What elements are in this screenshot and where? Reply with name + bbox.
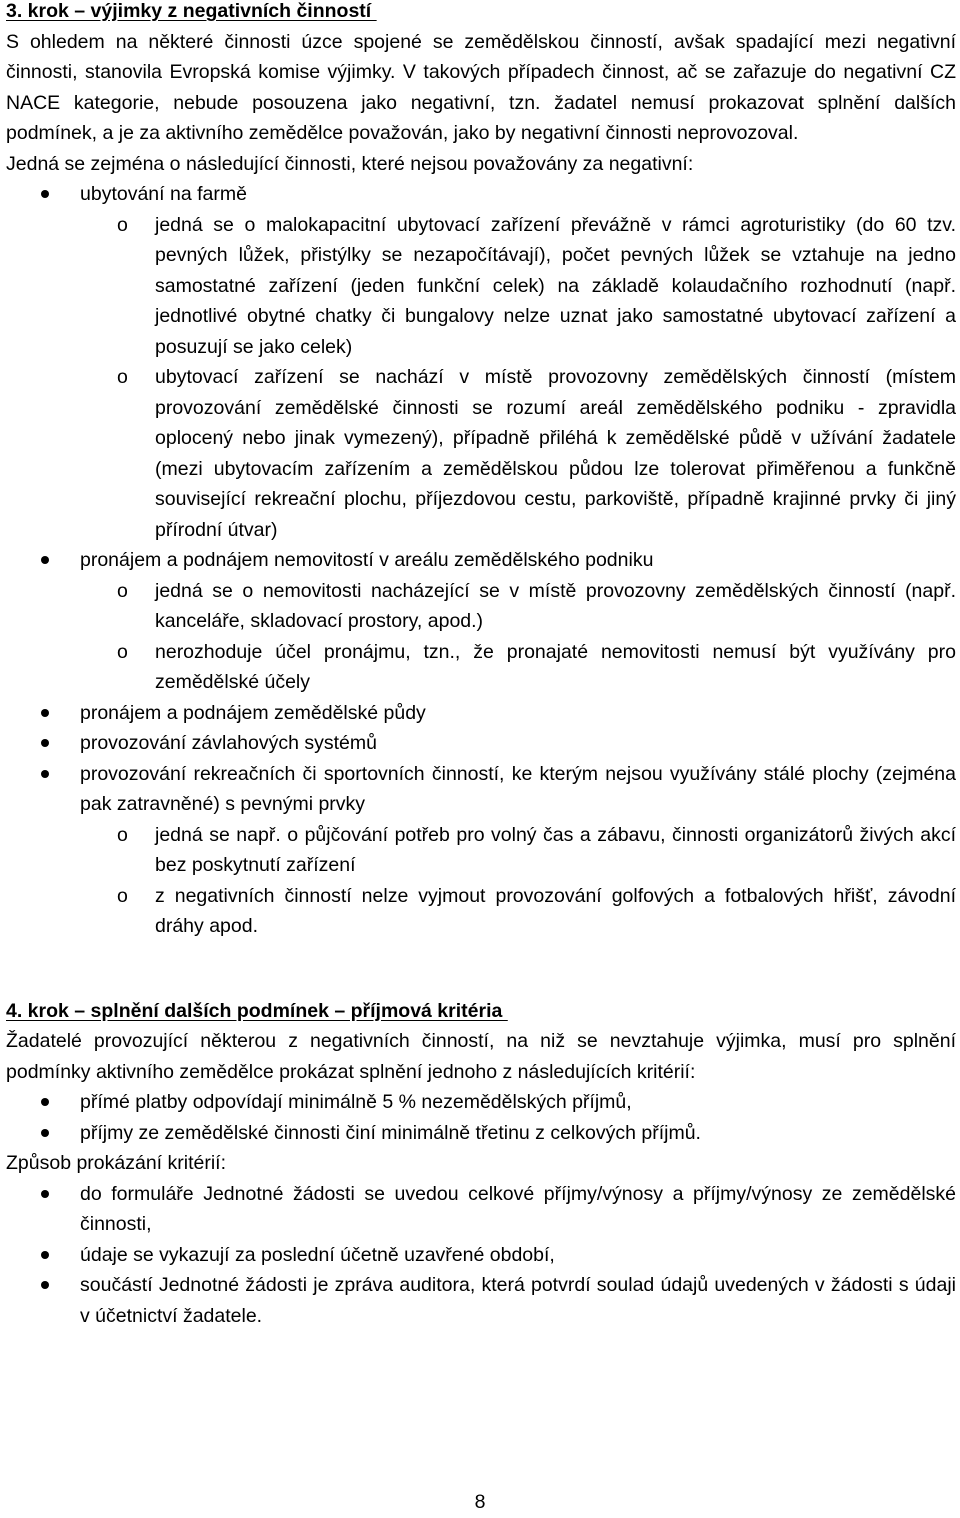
bullet-icon [41, 1190, 49, 1198]
bullet-icon [41, 1251, 49, 1259]
income-criteria-list [6, 1087, 956, 1148]
sub-list-item-text: jedná se např. o půjčování potřeb pro volný čas a zábavu, činnosti organizátorů živých akcí bez poskytnutí zařízení [155, 823, 956, 876]
section-4-heading-text: 4. krok – splnění dalších podmínek – příjmová kritéria [6, 999, 508, 1022]
bullet-icon [41, 1281, 49, 1289]
list-item-text: do formuláře Jednotné žádosti se uvedou celkové příjmy/výnosy a příjmy/výnosy ze zemědělské činnosti, [80, 1182, 956, 1235]
list-item [6, 1087, 956, 1118]
bullet-icon [41, 739, 49, 747]
sub-list-item [6, 820, 956, 881]
section-4-intro: Žadatelé provozující některou z negativních činností, na niž se nevztahuje výjimka, musí pro splnění podmínky aktivního zemědělce prokázat splnění jednoho z následujících kritérií: [6, 1030, 956, 1083]
list-item-text: provozování závlahových systémů [80, 732, 377, 754]
section-3-heading [6, 0, 956, 27]
list-item-text: pronájem a podnájem nemovitostí v areálu zemědělského podniku [80, 549, 654, 571]
method-list [6, 1179, 956, 1332]
sub-bullet-marker: o [117, 640, 128, 663]
section-3-lead: Jedná se zejména o následující činnosti, které nejsou považovány za negativní: [6, 152, 694, 175]
section-3-intro: S ohledem na některé činnosti úzce spojené se zemědělskou činností, avšak spadající mezi negativní činnosti, stanovila Evropská komise výjimky. V takových případech činnost, ač se zařazuje do negativní CZ NACE kategorie, nebude posouzena jako negativní, tzn. žadatel nemusí prokazovat splnění dalších podmínek, a je za aktivního zemědělce považován, jako by negativní činnosti neprovozoval. [6, 30, 956, 144]
list-item-text: přímé platby odpovídají minimálně 5 % nezemědělských příjmů, [80, 1091, 632, 1113]
sub-list-item-text: ubytovací zařízení se nachází v místě provozovny zemědělských činností (místem provozování zemědělské činnosti se rozumí areál zemědělského podniku - zpravidla oplocený nebo jinak vymezený), případně přiléhá k zemědělské půdě v užívání žadatele (mezi ubytovacím zařízením a zemědělskou půdou lze tolerovat přiměřenou a funkčně související rekreační plochu, příjezdovou cestu, parkoviště, případně krajinné prvky či jiný přírodní útvar) [155, 366, 956, 541]
list-item-text: příjmy ze zemědělské činnosti činí minimálně třetinu z celkových příjmů. [80, 1121, 701, 1144]
list-item [6, 728, 956, 759]
list-item [6, 1240, 956, 1271]
sub-list-item [6, 637, 956, 698]
list-item-text: pronájem a podnájem zemědělské půdy [80, 701, 426, 724]
sub-list-item [6, 576, 956, 637]
sub-bullet-marker: o [117, 366, 128, 388]
sub-bullet-marker: o [117, 213, 128, 236]
document-page [6, 0, 956, 1331]
bullet-icon [41, 709, 49, 717]
sub-list-item-text: jedná se o malokapacitní ubytovací zařízení převážně v rámci agroturistiky (do 60 tzv. pevných lůžek, přistýlky se nezapočítávají), počet pevných lůžek se vztahuje na jedno samostatné zařízení (jeden funkční celek) na základě kolaudačního rozhodnutí (např. jednotlivé obytné chatky či bungalovy nelze uznat jako samostatné ubytovací zařízení a posuzují se jako celek) [155, 213, 956, 358]
list-item [6, 698, 956, 729]
method-label: Způsob prokázání kritérií: [6, 1152, 227, 1174]
list-item [6, 545, 956, 698]
section-3-heading-text: 3. krok – výjimky z negativních činností [6, 0, 377, 22]
section-spacer [6, 942, 956, 996]
list-item [6, 1179, 956, 1240]
list-item-text: ubytování na farmě [80, 183, 247, 205]
sub-list [80, 576, 956, 698]
sub-bullet-marker: o [117, 823, 128, 846]
sub-bullet-marker: o [117, 579, 128, 602]
sub-list-item-text: nerozhoduje účel pronájmu, tzn., že pronajaté nemovitosti nemusí být využívány pro zemědělské účely [155, 640, 956, 693]
section-4-heading [6, 996, 956, 1027]
sub-list [80, 820, 956, 942]
page-number: 8 [474, 1491, 486, 1513]
list-item [6, 179, 956, 545]
list-item [6, 759, 956, 942]
sub-list-item-text: z negativních činností nelze vyjmout provozování golfových a fotbalových hřišť, závodní dráhy apod. [155, 884, 956, 937]
bullet-icon [41, 1129, 49, 1137]
list-item [6, 1118, 956, 1149]
negative-activity-exceptions-list [6, 179, 956, 942]
bullet-icon [41, 770, 49, 778]
sub-list-item [6, 362, 956, 545]
bullet-icon [41, 190, 49, 198]
list-item-text: součástí Jednotné žádosti je zpráva auditora, která potvrdí soulad údajů uvedených v žádosti s údaji v účetnictví žadatele. [80, 1274, 956, 1327]
bullet-icon [41, 556, 49, 564]
bullet-icon [41, 1098, 49, 1106]
sub-list-item-text: jedná se o nemovitosti nacházející se v místě provozovny zemědělských činností (např. kanceláře, skladovací prostory, apod.) [155, 579, 956, 632]
sub-list-item [6, 210, 956, 363]
list-item-text: údaje se vykazují za poslední účetně uzavřené období, [80, 1243, 555, 1266]
sub-bullet-marker: o [117, 884, 128, 907]
sub-list-item [6, 881, 956, 942]
list-item-text: provozování rekreačních či sportovních činností, ke kterým nejsou využívány stálé plochy (zejména pak zatravněné) s pevnými prvky [80, 762, 956, 815]
list-item [6, 1270, 956, 1331]
sub-list [80, 210, 956, 546]
